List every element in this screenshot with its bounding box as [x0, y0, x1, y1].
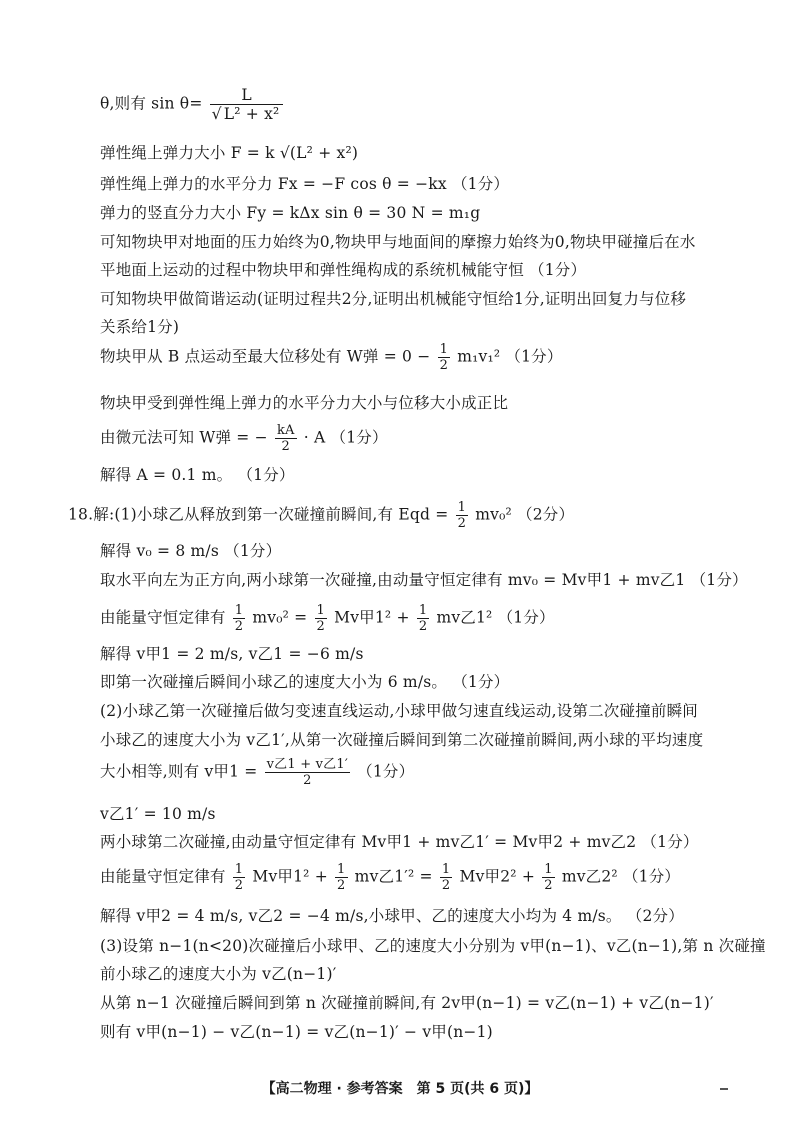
fraction-half [440, 862, 452, 893]
denominator: 2 [275, 438, 297, 454]
line-speed-6: 即第一次碰撞后瞬间小球乙的速度大小为 6 m/s。 （1分） [100, 673, 510, 691]
fraction-half [233, 603, 245, 634]
denominator: √ L² + x² [210, 104, 284, 123]
line-shm: 可知物块甲做简谐运动(证明过程共2分,证明出机械能守恒给1分,证明出回复力与位移 [100, 290, 687, 308]
line-vertical-component: 弹力的竖直分力大小 Fy = kΔx sin θ = 30 N = m₁g [100, 204, 481, 222]
fraction [275, 423, 297, 454]
line-result-a: 解得 A = 0.1 m。 （1分） [100, 466, 295, 484]
text-segment: 由能量守恒定律有 [100, 608, 226, 627]
line-v-prime: v乙1′ = 10 m/s [100, 805, 216, 823]
text-segment: 物块甲从 B 点运动至最大位移处有 W弹 = 0 − [100, 347, 431, 366]
text-segment: · A （1分） [303, 428, 388, 447]
text-segment: mv乙2² （1分） [561, 867, 681, 886]
denominator: 2 [234, 619, 244, 634]
numerator: 1 [337, 862, 346, 877]
numerator: v乙1 + v乙1′ [266, 757, 348, 772]
line-momentum-2: 两小球第二次碰撞,由动量守恒定律有 Mv甲1 + mv乙1′ = Mv甲2 + mv乙2 （1分） [100, 833, 699, 851]
numerator: 1 [544, 862, 553, 877]
line-part3-intro: (3)设第 n−1(n<20)次碰撞后小球甲、乙的速度大小分别为 v甲(n−1)、v乙(n−1),第 n 次碰撞 [100, 937, 766, 955]
text-segment: Mv甲2² + [459, 867, 536, 886]
text-segment: 大小相等,则有 v甲1 = [100, 762, 258, 781]
line-energy-conservation: 平地面上运动的过程中物块甲和弹性绳构成的系统机械能守恒 （1分） [100, 261, 587, 279]
radicand: L² + x² [223, 105, 280, 123]
denominator: 2 [418, 619, 428, 634]
text-segment: m₁v₁² （1分） [457, 347, 563, 366]
fraction [265, 757, 350, 788]
line-part3-avg: 从第 n−1 次碰撞后瞬间到第 n 次碰撞前瞬间,有 2v甲(n−1) = v乙(n−1) + v乙(n−1)′ [100, 994, 714, 1012]
page-footer: 【高二物理 · 参考答案 第 5 页(共 6 页)】 [261, 1081, 539, 1097]
line-solve-2: 解得 v甲2 = 4 m/s, v乙2 = −4 m/s,小球甲、乙的速度大小均为 4 m/s。 （2分） [100, 907, 684, 925]
line-horizontal-component: 弹性绳上弹力的水平分力 Fx = −F cos θ = −kx （1分） [100, 175, 510, 193]
denominator: 2 [544, 878, 553, 893]
line-micro-element [100, 423, 740, 454]
text-segment: 18.解:(1)小球乙从释放到第一次碰撞前瞬间,有 Eqd = [68, 505, 449, 524]
text-segment: θ,则有 sin θ= [100, 94, 203, 113]
fraction-half [417, 603, 429, 634]
denominator: 2 [265, 772, 350, 788]
text-segment: mv乙1′² = [354, 867, 433, 886]
fraction [210, 86, 284, 123]
line-work-elastic [100, 342, 740, 373]
denominator: 2 [316, 619, 325, 634]
numerator: kA [276, 423, 295, 438]
line-part3-relation: 则有 v甲(n−1) − v乙(n−1) = v乙(n−1)′ − v甲(n−1) [100, 1023, 493, 1041]
line-elastic-force: 弹性绳上弹力大小 F = k √(L² + x²) [100, 144, 359, 162]
scan-mark [720, 1088, 728, 1090]
denominator: 2 [439, 358, 449, 373]
denominator: 2 [441, 878, 451, 893]
numerator: 1 [234, 603, 244, 618]
fraction-half [335, 862, 347, 893]
denominator: 2 [337, 878, 346, 893]
denominator: 2 [457, 516, 467, 531]
text-segment: mv₀² （2分） [475, 505, 575, 524]
text-segment: Mv甲1² + [252, 867, 328, 886]
text-segment: mv乙1² （1分） [436, 608, 555, 627]
line-proportional: 物块甲受到弹性绳上弹力的水平分力大小与位移大小成正比 [100, 394, 509, 412]
line-normal-force: 可知物块甲对地面的压力始终为0,物块甲与地面间的摩擦力始终为0,物块甲碰撞后在水 [100, 233, 696, 251]
fraction-half [456, 500, 468, 531]
denominator: 2 [234, 878, 244, 893]
fraction-half [315, 603, 327, 634]
line-v0: 解得 v₀ = 8 m/s （1分） [100, 542, 282, 560]
line-part3-speed: 前小球乙的速度大小为 v乙(n−1)′ [100, 965, 337, 983]
line-momentum-1: 取水平向左为正方向,两小球第一次碰撞,由动量守恒定律有 mv₀ = Mv甲1 + mv乙1 （1分） [100, 571, 748, 589]
line-sin-theta [100, 86, 740, 123]
text-segment: 由能量守恒定律有 [100, 867, 226, 886]
line-part2-avg: 小球乙的速度大小为 v乙1′,从第一次碰撞后瞬间到第二次碰撞前瞬间,两小球的平均速度 [100, 731, 704, 749]
numerator: L [241, 86, 252, 104]
line-solve-1: 解得 v甲1 = 2 m/s, v乙1 = −6 m/s [100, 645, 364, 663]
numerator: 1 [234, 862, 244, 877]
line-scoring-note: 关系给1分) [100, 318, 180, 336]
fraction-half [542, 862, 554, 893]
line-energy-1 [100, 603, 740, 634]
numerator: 1 [441, 862, 451, 877]
fraction-half [438, 342, 450, 373]
text-segment: Mv甲1² + [334, 608, 410, 627]
line-average-velocity [100, 757, 740, 788]
line-part2-intro: (2)小球乙第一次碰撞后做匀变速直线运动,小球甲做匀速直线运动,设第二次碰撞前瞬间 [100, 702, 699, 720]
numerator: 1 [457, 500, 467, 515]
text-segment: （1分） [357, 762, 415, 781]
numerator: 1 [418, 603, 428, 618]
text-segment: 由微元法可知 W弹 = − [100, 428, 268, 447]
numerator: 1 [316, 603, 325, 618]
line-energy-2 [100, 862, 740, 893]
line-q18-part1 [68, 500, 740, 531]
fraction-half [233, 862, 245, 893]
text-segment: mv₀² = [252, 608, 308, 627]
numerator: 1 [439, 342, 449, 357]
